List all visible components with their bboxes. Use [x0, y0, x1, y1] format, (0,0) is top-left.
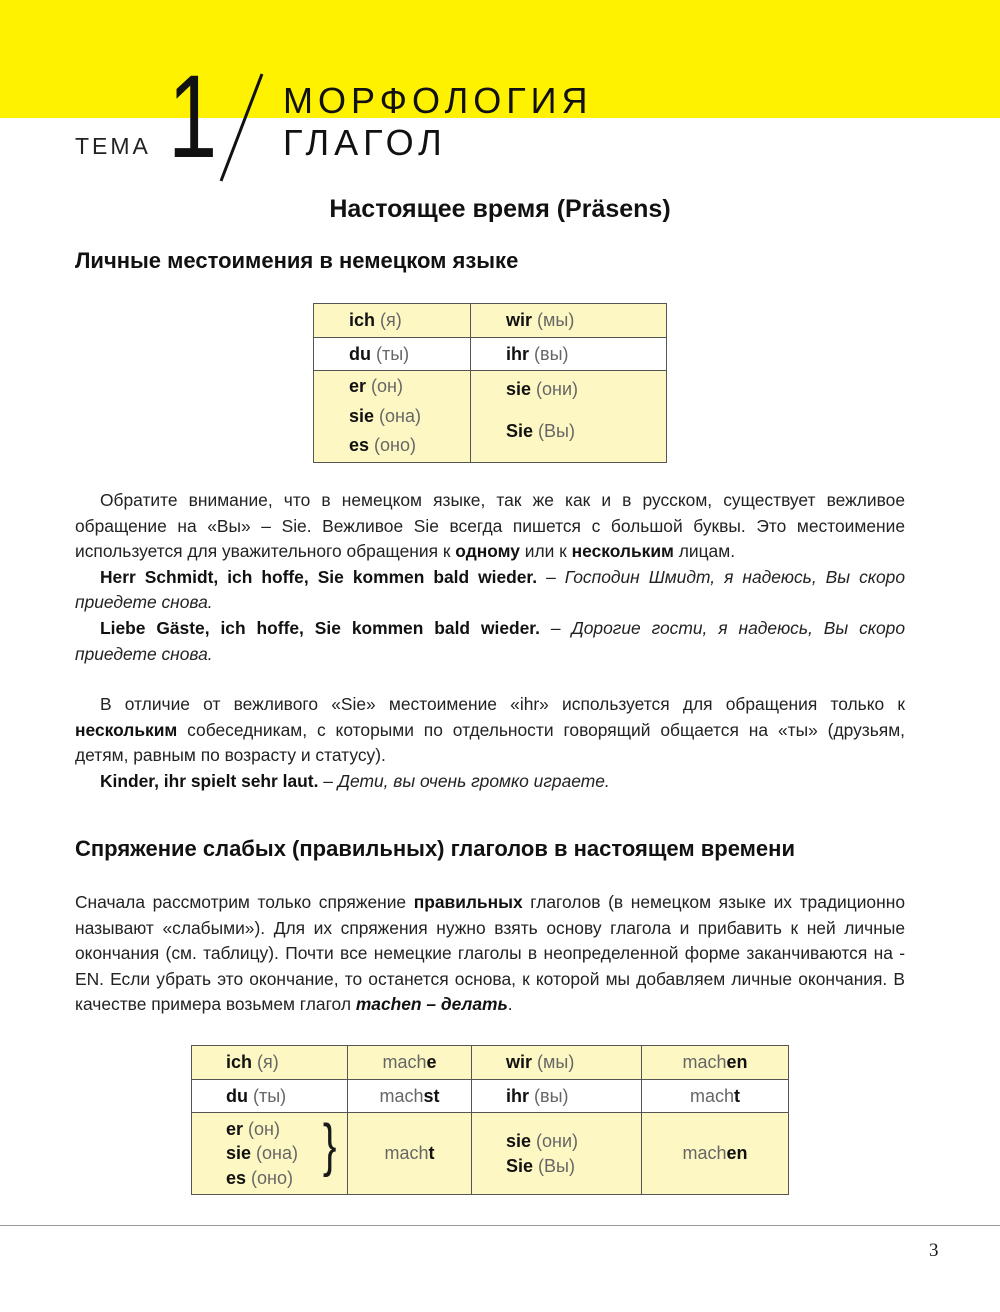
text: (вы) [529, 1085, 569, 1106]
bold-text: Sie [506, 1155, 534, 1176]
pronoun-cell [471, 338, 667, 371]
text: (она) [374, 405, 421, 426]
text: (Вы) [533, 1155, 575, 1176]
text: В отличие от вежливого «Sie» местоимение «ihr» используется для обращения только к [100, 694, 905, 715]
bold-text: ihr [506, 1085, 530, 1106]
bold-text: st [423, 1085, 440, 1106]
heading-conjugation: Спряжение слабых (правильных) глаголов в настоящем времени [75, 836, 795, 861]
text: (они) [531, 1131, 579, 1151]
text: Обратите внимание, что в немецком языке, так же как и в русском, существует вежливое обращение на «Вы» – Sie. Вежливое Sie всегда пишется с большой буквы. Это местоимение используется для уважительного обращения к [75, 490, 905, 562]
text: mach [384, 1143, 429, 1163]
pronoun-cell [472, 1046, 642, 1080]
pronoun-cell [506, 1129, 641, 1154]
pronoun-cell [192, 1080, 348, 1113]
bold-text: ihr [506, 343, 530, 364]
slash-divider [0, 0, 300, 200]
text: глаголов (в немецком языке их традиционно называют «слабыми»). Для их спряжения нужно взять основу глагола и прибавить к ней личные окончания (см. таблицу). Почти все немецкие глаголы в неопределенной форме заканчиваются на -EN. Если убрать это окончание, то останется основа, к которой мы добавляем личные окончания. В качестве примера возьмем глагол [75, 892, 905, 1015]
pronoun-cell [192, 1046, 348, 1080]
pronoun-cell [349, 431, 470, 461]
bold-text: sie [506, 379, 532, 399]
bold-text: ich [226, 1052, 253, 1072]
text: (мы) [532, 310, 575, 330]
bold-text: правильных [413, 892, 523, 912]
bold-text: sie [349, 405, 375, 426]
bold-text: Liebe Gäste, ich hoffe, Sie kommen bald wieder. [100, 617, 540, 638]
bold-text: e [426, 1052, 437, 1072]
bold-text: Herr Schmidt, ich hoffe, Sie kommen bald wieder. [100, 566, 538, 587]
topic-title: ГЛАГОЛ [283, 122, 447, 163]
verb-form-cell [642, 1046, 789, 1080]
verb-form-cell [642, 1113, 789, 1195]
text: (я) [252, 1052, 279, 1072]
verb-form-cell [348, 1080, 472, 1113]
bold-text: er [226, 1118, 244, 1139]
text: – [318, 770, 338, 791]
paragraph [75, 769, 905, 795]
pronoun-cell [472, 1080, 642, 1113]
text: (оно) [369, 435, 416, 456]
bold-text: t [428, 1143, 435, 1163]
pronoun-cell [471, 304, 667, 338]
text: mach [382, 1052, 427, 1072]
bold-text: sie [506, 1131, 532, 1151]
pronoun-cell [314, 304, 471, 338]
paragraph [75, 488, 905, 565]
text: Сначала рассмотрим только спряжение [75, 892, 414, 912]
paragraph [75, 692, 905, 769]
topic-label: ТЕМА [75, 133, 151, 159]
pronoun-explanation [75, 488, 905, 795]
text: – [537, 566, 565, 587]
section-title: МОРФОЛОГИЯ [283, 80, 593, 121]
text: mach [682, 1143, 727, 1163]
text: mach [689, 1085, 734, 1106]
verb-form-cell [348, 1113, 472, 1195]
italic-text: Господин Шмидт, я надеюсь, Вы скоро приедете снова. [75, 566, 905, 613]
italic-text: Дети, вы очень громко играете. [337, 770, 610, 791]
text: (ты) [248, 1085, 287, 1106]
text: mach [682, 1052, 727, 1072]
bold-text: sie [226, 1143, 252, 1164]
topic-number: 1 [168, 51, 218, 183]
text: mach [379, 1085, 424, 1106]
bold-text: wir [506, 310, 533, 330]
conjugation-table [191, 1045, 789, 1195]
page-title: Настоящее время (Präsens) [329, 195, 671, 223]
pronoun-cell [349, 372, 470, 402]
brace-icon: } [322, 1113, 337, 1178]
bold-text: es [349, 435, 370, 456]
bold-text: wir [506, 1052, 533, 1072]
pronoun-cell [506, 417, 666, 446]
text: (оно) [246, 1167, 293, 1188]
text: (она) [251, 1143, 298, 1164]
verb-form-cell [348, 1046, 472, 1080]
verb-form-cell [642, 1080, 789, 1113]
text: (вы) [529, 343, 569, 364]
bold-text: Sie [506, 421, 534, 441]
text: (я) [375, 310, 402, 330]
bold-text: Kinder, ihr spielt sehr laut. [100, 770, 319, 791]
pronoun-cell [314, 338, 471, 371]
text: (он) [243, 1118, 280, 1139]
paragraph [75, 565, 905, 616]
bold-text: одному [455, 541, 520, 562]
bold-text: en [726, 1052, 748, 1072]
text: (Вы) [533, 421, 575, 441]
bold-text: du [226, 1085, 248, 1106]
heading-pronouns: Личные местоимения в немецком языке [75, 248, 519, 273]
pronoun-cell [506, 1154, 641, 1179]
text: (они) [531, 379, 579, 399]
bold-text: en [726, 1143, 748, 1163]
text: – [539, 617, 572, 638]
bold-text: нескольким [571, 541, 674, 562]
text: (ты) [371, 343, 410, 364]
italic-text: Дорогие гости, я надеюсь, Вы скоро приедете снова. [75, 617, 906, 664]
bold-text: t [734, 1085, 740, 1106]
paragraph [75, 890, 905, 1018]
bold-text: machen – делать [355, 994, 508, 1015]
page-number: 3 [929, 1240, 939, 1261]
text: . [507, 994, 513, 1015]
text: лицам. [673, 541, 736, 562]
bold-text: er [349, 376, 367, 397]
pronoun-cell [349, 402, 470, 432]
bold-text: ich [349, 310, 376, 330]
bold-text: du [349, 343, 371, 364]
pronoun-table [313, 303, 667, 463]
bold-text: es [226, 1167, 247, 1188]
paragraph-gap [75, 667, 905, 692]
pronoun-cell [506, 375, 666, 404]
paragraph [75, 616, 905, 667]
text: (он) [366, 376, 403, 397]
bold-text: нескольким [75, 719, 178, 740]
conjugation-explanation [75, 890, 905, 1018]
text: или к [519, 541, 572, 562]
text: (мы) [532, 1052, 575, 1072]
text: собеседникам, с которыми по отдельности говорящий общается на «ты» (друзьям, детям, равным по возрасту и статусу). [75, 719, 905, 766]
footer-rule [0, 1225, 1000, 1226]
